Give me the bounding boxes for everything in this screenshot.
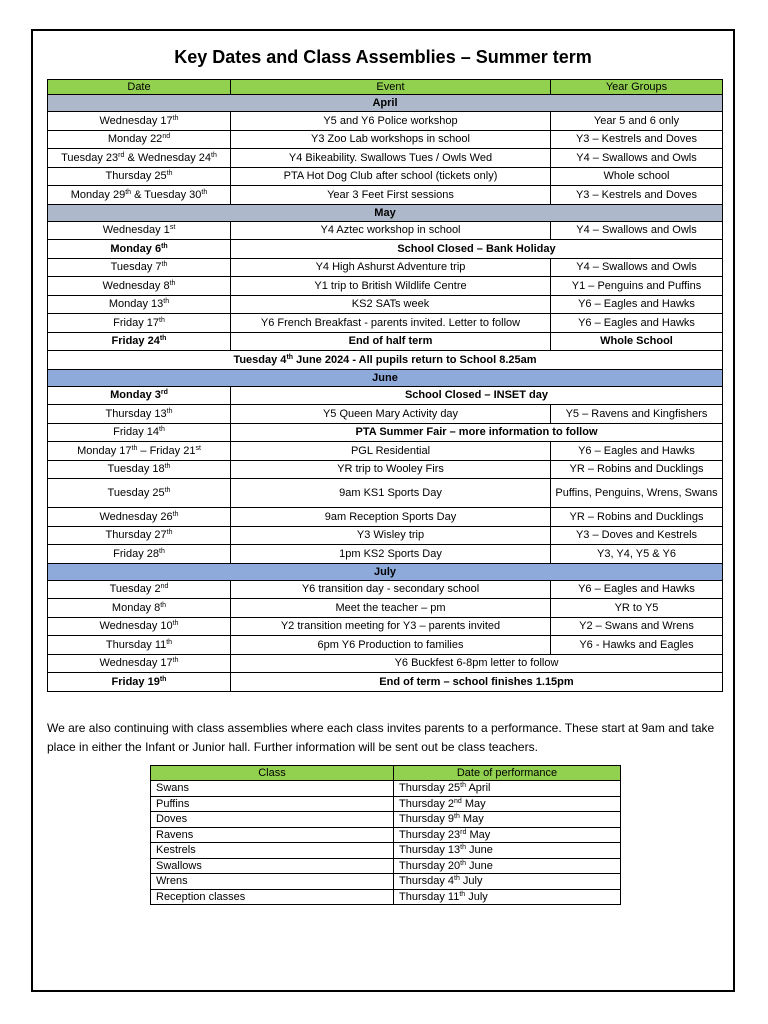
cell-event: Y4 High Ashurst Adventure trip [231,258,551,277]
cell-class: Reception classes [151,889,394,905]
header-event: Event [231,80,551,95]
header-date: Date [48,80,231,95]
cell-event: Y2 transition meeting for Y3 – parents invited [231,617,551,636]
ordinal-suffix: th [164,463,171,471]
cell-year-groups: Y4 – Swallows and Owls [551,258,723,277]
page-title: Key Dates and Class Assemblies – Summer term [174,47,592,67]
table-row [48,442,723,461]
cell-event: Y4 Bikeability. Swallows Tues / Owls Wed [231,149,551,168]
date-text: Friday 17 [113,316,159,329]
assembly-row [151,827,621,843]
month-label: June [372,371,398,384]
ordinal-suffix: th [159,675,167,683]
date-text: Monday 17 [77,444,132,457]
document-frame [31,29,735,992]
cell-class: Swallows [151,858,394,874]
ordinal-suffix: th [172,114,179,122]
month-heading [48,95,723,112]
table-row [48,673,723,692]
cell-date [48,580,231,599]
cell-year-groups: Whole school [551,167,723,186]
cell-year-groups: Y5 – Ravens and Kingfishers [551,405,723,424]
assembly-row [151,781,621,797]
ordinal-suffix: th [125,188,132,196]
key-dates-table [47,79,723,692]
table-row [48,314,723,333]
date-text: Tuesday 18 [107,463,165,476]
cell-year-groups: YR to Y5 [551,599,723,618]
table-row [48,351,723,370]
cell-class: Doves [151,812,394,828]
cell-date [48,617,231,636]
ordinal-suffix: th [460,782,466,790]
cell-date [48,240,231,259]
cell-event: End of term – school finishes 1.15pm [231,673,723,692]
ordinal-suffix: th [163,298,170,306]
date-text: Tuesday 2 [109,583,161,596]
cell-year-groups: Year 5 and 6 only [551,112,723,131]
ordinal-suffix: st [195,444,201,452]
date-text: Monday 22 [107,133,163,146]
ordinal-suffix: th [169,279,176,287]
ordinal-suffix: th [159,547,165,555]
assemblies-paragraph: We are also continuing with class assemblies where each class invites parents to a performance. These start at 9am and take place in either the Infant or Junior hall. Further information will be sent out be class teachers. [47,721,715,754]
cell-year-groups: Y6 – Eagles and Hawks [551,580,723,599]
cell-performance-date [394,796,621,812]
month-row [48,563,723,580]
key-dates-header-row [48,80,723,95]
cell-date [48,221,231,240]
assembly-row [151,812,621,828]
cell-date [48,332,231,351]
cell-year-groups: Y4 – Swallows and Owls [551,221,723,240]
ordinal-suffix: th [131,444,138,452]
cell-event: PTA Hot Dog Club after school (tickets only) [231,167,551,186]
date-month: July [465,890,488,903]
cell-class: Kestrels [151,843,394,859]
ordinal-suffix: nd [162,133,171,141]
table-row [48,423,723,442]
header-class: Class [151,766,394,781]
ordinal-suffix: th [161,242,168,250]
cell-event: Year 3 Feet First sessions [231,186,551,205]
date-text: Thursday 25 [399,782,461,795]
date-text: Thursday 11 [105,638,167,651]
month-heading [48,563,723,580]
cell-year-groups: Y3 – Kestrels and Doves [551,130,723,149]
ordinal-suffix: rd [460,828,467,836]
assembly-row [151,874,621,890]
date-text: Thursday 4 [399,875,455,888]
cell-event: Y6 Buckfest 6-8pm letter to follow [231,654,723,673]
date-text: Wednesday 10 [99,620,173,633]
table-row [48,258,723,277]
cell-date [48,295,231,314]
cell-event: 9am Reception Sports Day [231,508,551,527]
table-row [48,221,723,240]
date-text: Thursday 13 [399,844,461,857]
date-month: July [459,875,483,888]
cell-event: School Closed – Bank Holiday [231,240,723,259]
month-heading [48,204,723,221]
table-row [48,149,723,168]
cell-year-groups: Y6 - Hawks and Eagles [551,636,723,655]
date-text: Monday 6 [110,242,162,255]
date-month: May [466,828,491,841]
cell-event: YR trip to Wooley Firs [231,460,551,479]
cell-date [48,654,231,673]
ordinal-suffix: rd [118,151,125,159]
cell-event: Y6 French Breakfast - parents invited. Letter to follow [231,314,551,333]
table-row [48,508,723,527]
date-month: June [466,844,493,857]
notice-text-rest: June 2024 - All pupils return to School 8.25am [293,353,537,366]
ordinal-suffix: th [166,407,173,415]
date-text-mid: – Friday 21 [137,444,196,457]
table-row [48,240,723,259]
cell-year-groups: Y4 – Swallows and Owls [551,149,723,168]
header-year-groups: Year Groups [551,80,723,95]
date-text: Friday 14 [113,426,159,439]
cell-date [48,186,231,205]
ordinal-suffix: th [460,844,466,852]
ordinal-suffix: th [166,529,173,537]
ordinal-suffix: th [201,188,208,196]
cell-event: PTA Summer Fair – more information to follow [231,423,723,442]
ordinal-suffix: st [169,224,176,232]
date-text: Wednesday 17 [99,657,173,670]
assembly-row [151,858,621,874]
date-text: Thursday 23 [399,828,461,841]
ordinal-suffix: th [166,170,173,178]
month-row [48,204,723,221]
cell-event: Y1 trip to British Wildlife Centre [231,277,551,296]
cell-year-groups: Y2 – Swans and Wrens [551,617,723,636]
date-text: Friday 28 [113,547,159,560]
cell-year-groups: Y6 – Eagles and Hawks [551,442,723,461]
ordinal-suffix: th [454,875,460,883]
date-text: Tuesday 7 [110,261,162,274]
table-row [48,599,723,618]
cell-event: Y3 Zoo Lab workshops in school [231,130,551,149]
month-label: July [373,565,396,578]
ordinal-suffix: th [159,426,165,434]
cell-event: Y5 Queen Mary Activity day [231,405,551,424]
cell-performance-date [394,781,621,797]
date-month: May [459,813,484,826]
cell-year-groups: Puffins, Penguins, Wrens, Swans [551,479,723,508]
date-text: Friday 24 [111,335,160,348]
cell-performance-date [394,812,621,828]
cell-performance-date [394,858,621,874]
cell-class: Puffins [151,796,394,812]
cell-date [48,442,231,461]
cell-event: KS2 SATs week [231,295,551,314]
cell-date [48,149,231,168]
date-text: Tuesday 23 [61,151,119,164]
full-width-notice [48,351,723,370]
ordinal-suffix: th [161,261,168,269]
ordinal-suffix: th [172,620,179,628]
cell-event: Y6 transition day - secondary school [231,580,551,599]
date-text: Friday 19 [111,675,160,688]
month-heading [48,369,723,386]
cell-event: PGL Residential [231,442,551,461]
ordinal-suffix: th [164,487,171,494]
cell-date [48,636,231,655]
cell-year-groups: YR – Robins and Ducklings [551,460,723,479]
cell-year-groups: Y3 – Kestrels and Doves [551,186,723,205]
date-month: May [461,797,486,810]
cell-year-groups: Y1 – Penguins and Puffins [551,277,723,296]
table-row [48,332,723,351]
table-row [48,580,723,599]
date-text: Thursday 9 [399,813,455,826]
table-row [48,654,723,673]
cell-date [48,545,231,564]
cell-date [48,423,231,442]
ordinal-suffix: rd [160,389,168,397]
cell-date [48,479,231,508]
table-row [48,636,723,655]
cell-event: 1pm KS2 Sports Day [231,545,551,564]
ordinal-suffix: th [211,151,217,159]
table-row [48,130,723,149]
cell-event: End of half term [231,332,551,351]
ordinal-suffix: th [159,316,165,324]
month-row [48,369,723,386]
cell-date [48,508,231,527]
table-row [48,460,723,479]
cell-event: Y3 Wisley trip [231,526,551,545]
assembly-row [151,843,621,859]
ordinal-suffix: th [459,890,466,898]
date-text: Tuesday 25 [107,487,165,499]
date-text: Thursday 13 [105,407,167,420]
assembly-row [151,889,621,905]
table-row [48,386,723,405]
table-row [48,617,723,636]
cell-date [48,526,231,545]
date-text: Wednesday 1 [102,224,170,237]
cell-performance-date [394,843,621,859]
date-text: Thursday 20 [399,859,461,872]
table-row [48,526,723,545]
notice-text: Tuesday 4 [233,353,287,366]
cell-performance-date [394,874,621,890]
cell-date [48,277,231,296]
ordinal-suffix: th [159,335,167,343]
cell-date [48,673,231,692]
cell-performance-date [394,889,621,905]
cell-year-groups: Whole School [551,332,723,351]
ordinal-suffix: nd [160,583,169,591]
cell-performance-date [394,827,621,843]
date-text: Thursday 11 [399,890,460,903]
cell-date [48,460,231,479]
ordinal-suffix: th [166,638,173,646]
month-label: April [372,97,398,109]
assembly-row [151,796,621,812]
cell-date [48,386,231,405]
cell-year-groups: YR – Robins and Ducklings [551,508,723,527]
cell-year-groups: Y6 – Eagles and Hawks [551,295,723,314]
table-row [48,545,723,564]
cell-date [48,405,231,424]
date-text: Monday 29 [70,188,126,201]
date-text: Thursday 25 [105,170,167,183]
cell-class: Ravens [151,827,394,843]
ordinal-suffix: th [454,813,460,821]
cell-date [48,130,231,149]
table-row [48,277,723,296]
date-text: Monday 8 [111,601,161,614]
date-text: Wednesday 26 [99,510,173,523]
cell-year-groups: Y6 – Eagles and Hawks [551,314,723,333]
table-row [48,295,723,314]
date-month: June [466,859,493,872]
cell-date [48,167,231,186]
table-row [48,186,723,205]
cell-event: 9am KS1 Sports Day [231,479,551,508]
date-text: Thursday 2 [399,797,455,810]
cell-year-groups: Y3, Y4, Y5 & Y6 [551,545,723,564]
assemblies-table [150,765,621,905]
cell-date [48,599,231,618]
cell-event: 6pm Y6 Production to families [231,636,551,655]
ordinal-suffix: th [160,601,167,609]
table-row [48,405,723,424]
cell-event: Meet the teacher – pm [231,599,551,618]
date-text: Wednesday 8 [102,279,170,292]
ordinal-suffix: th [172,657,179,665]
date-month: April [466,782,491,795]
table-row [48,167,723,186]
header-date-of-performance: Date of performance [394,766,621,781]
cell-date [48,258,231,277]
date-text: Thursday 27 [105,529,167,542]
ordinal-suffix: nd [454,797,462,805]
cell-event: School Closed – INSET day [231,386,723,405]
table-row [48,112,723,131]
month-label: May [374,206,396,219]
cell-event: Y5 and Y6 Police workshop [231,112,551,131]
date-text-mid: & Tuesday 30 [131,188,202,201]
ordinal-suffix: th [460,859,466,867]
cell-class: Swans [151,781,394,797]
ordinal-suffix: th [286,353,294,361]
cell-class: Wrens [151,874,394,890]
ordinal-suffix: th [172,510,179,518]
assemblies-header-row [151,766,621,781]
cell-date [48,112,231,131]
date-text-mid: & Wednesday 24 [124,151,212,164]
cell-year-groups: Y3 – Doves and Kestrels [551,526,723,545]
date-text: Wednesday 17 [99,114,173,127]
month-row [48,95,723,112]
date-text: Monday 13 [108,298,164,311]
table-row [48,479,723,508]
cell-date [48,314,231,333]
date-text: Monday 3 [110,389,161,402]
cell-event: Y4 Aztec workshop in school [231,221,551,240]
